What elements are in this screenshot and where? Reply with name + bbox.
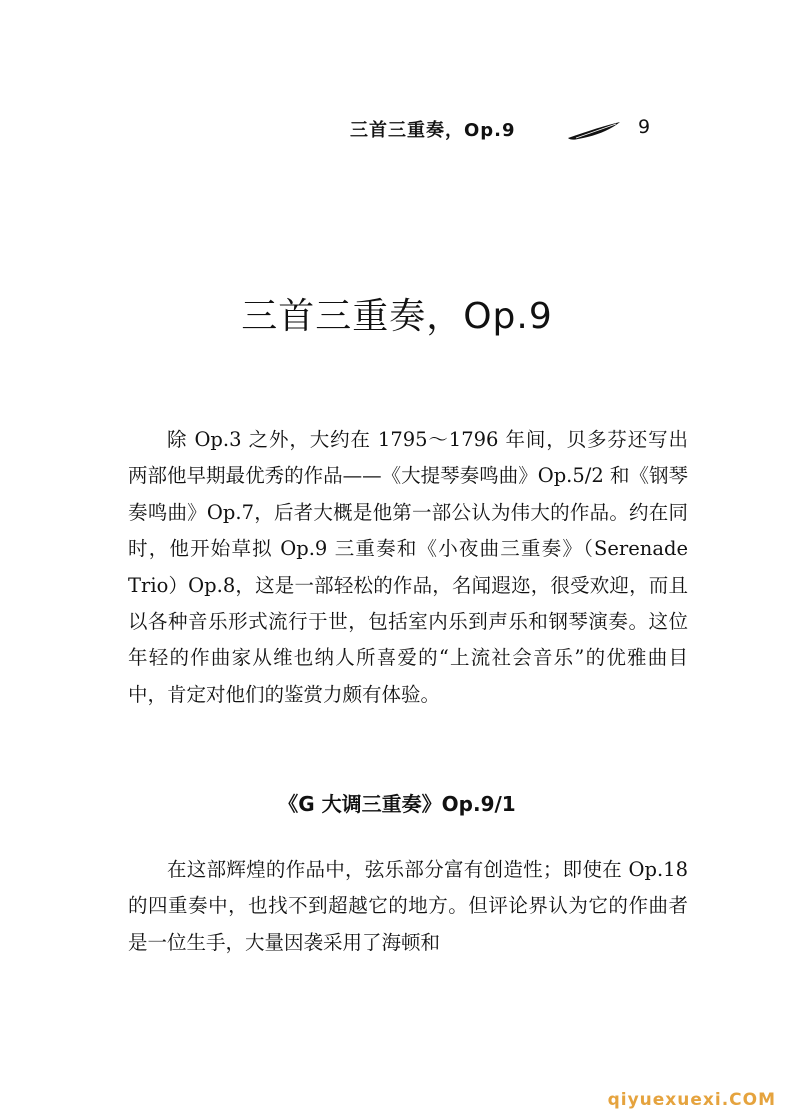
chapter-title: 三首三重奏，Op.9 (241, 296, 553, 337)
running-header (350, 116, 670, 144)
intro-paragraph: 除 Op.3 之外，大约在 1795～1796 年间，贝多芬还写出两部他早期最优秀的作品——《大提琴奏鸣曲》Op.5/2 和《钢琴奏鸣曲》Op.7，后者大概是他第一部公认为伟大的作品。约在同时，他开始草拟 Op.9 三重奏和《小夜曲三重奏》（Serenade Trio）Op.8，这是一部轻松的作品，名闻遐迩，很受欢迎，而且以各种音乐形式流行于世，包括室内乐到声乐和钢琴演奏。这位年轻的作曲家从维也纳人所喜爱的“上流社会音乐”的优雅曲目中，肯定对他们的鉴赏力颇有体验。 (128, 428, 688, 706)
running-title: 三首三重奏，Op.9 (350, 120, 516, 141)
section-paragraph: 在这部辉煌的作品中，弦乐部分富有创造性；即使在 Op.18 的四重奏中，也找不到超越它的地方。但评论界认为它的作曲者是一位生手，大量因袭采用了海顿和 (128, 858, 688, 954)
quill-icon (566, 120, 622, 142)
watermark: qiyuexuexi.COM (607, 1090, 776, 1110)
page-number: 9 (638, 116, 651, 138)
section-heading: 《G 大调三重奏》Op.9/1 (278, 792, 516, 816)
